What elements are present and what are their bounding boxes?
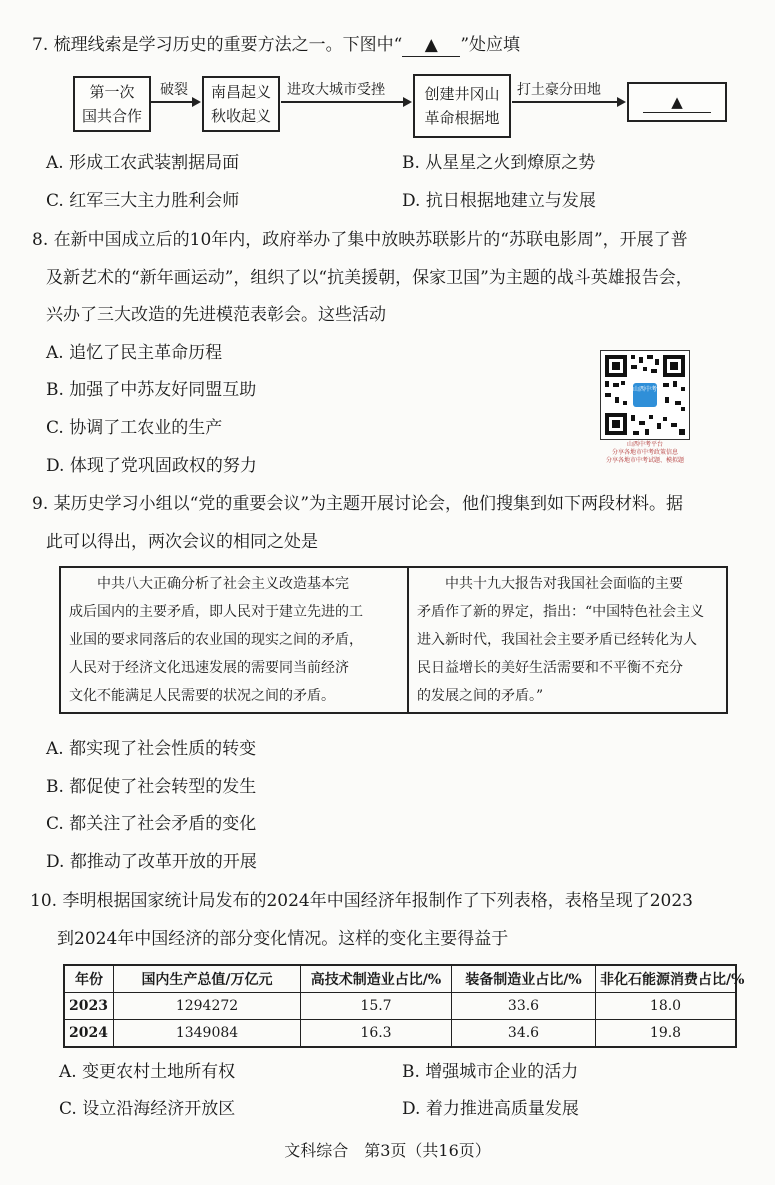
flow-arrow-1-head (192, 97, 201, 107)
q10-th-year: 年份 (64, 965, 114, 993)
q9-material-right (408, 567, 727, 713)
flow-box-1-line2: 国共合作 (81, 107, 142, 125)
q7-option-b[interactable]: B. 从星星之火到燎原之势 (402, 153, 596, 173)
q7-stem-blank: ▲ (402, 34, 460, 57)
q9-stem-line1: 9. 某历史学习小组以“党的重要会议”为主题开展讨论会，他们搜集到如下两段材料。据 (32, 494, 684, 514)
q10-stem-line2: 到2024年中国经济的部分变化情况。这样的变化主要得益于 (57, 929, 509, 949)
q9-option-b[interactable]: B. 都促使了社会转型的发生 (46, 777, 257, 797)
q8-stem-line3: 兴办了三大改造的先进模范表彰会。这些活动 (46, 305, 386, 325)
flow-arrow-1-label: 破裂 (160, 82, 188, 98)
q9-left-line4: 人民对于经济文化迅速发展的需要同当前经济 (69, 660, 349, 676)
table-row (64, 1020, 736, 1048)
flow-arrow-1 (151, 101, 194, 103)
flow-arrow-2-label: 进攻大城市受挫 (287, 82, 385, 98)
q9-option-d[interactable]: D. 都推动了改革开放的开展 (46, 852, 257, 872)
q7-stem-text-a: 7. 梳理线索是学习历史的重要方法之一。下图中“ (32, 35, 403, 55)
flow-arrow-2 (281, 101, 405, 103)
flow-box-4 (627, 82, 727, 122)
q9-stem-line2: 此可以得出，两次会议的相同之处是 (46, 532, 318, 552)
q7-stem (32, 34, 520, 57)
q7-stem-text-b: ”处应填 (460, 35, 521, 55)
q10-cell-hightech: 15.7 (301, 993, 452, 1020)
q9-left-line5: 文化不能满足人民需要的状况之间的矛盾。 (69, 688, 335, 704)
q10-cell-hightech: 16.3 (301, 1020, 452, 1048)
q8-option-c[interactable]: C. 协调了工农业的生产 (46, 418, 223, 438)
q10-stem-line1: 10. 李明根据国家统计局发布的2024年中国经济年报制作了下列表格，表格呈现了2023 (30, 891, 693, 911)
qr-caption (600, 441, 690, 465)
flow-arrow-3-head (617, 97, 626, 107)
q10-table-header-row (64, 965, 736, 993)
flow-arrow-2-head (403, 97, 412, 107)
q9-right-line1: 中共十九大报告对我国社会面临的主要 (417, 576, 683, 592)
flow-box-2 (202, 76, 280, 132)
q8-stem-line1: 8. 在新中国成立后的10年内，政府举办了集中放映苏联影片的“苏联电影周”，开展了普 (32, 230, 688, 250)
qr-badge: 山西中考 (633, 386, 658, 393)
qr-code[interactable] (600, 350, 690, 440)
q9-right-line4: 民日益增长的美好生活需要和不平衡不充分 (417, 660, 683, 676)
q10-cell-equipment: 34.6 (452, 1020, 596, 1048)
flow-box-3-line2: 革命根据地 (424, 109, 500, 127)
q8-option-a[interactable]: A. 追忆了民主革命历程 (46, 343, 223, 363)
q10-cell-year: 2023 (64, 993, 114, 1020)
q7-option-a[interactable]: A. 形成工农武装割据局面 (46, 153, 240, 173)
q9-right-line3: 进入新时代，我国社会主要矛盾已经转化为人 (417, 632, 697, 648)
table-row (64, 993, 736, 1020)
q10-th-hightech: 高技术制造业占比/% (301, 965, 452, 993)
flow-box-2-line1: 南昌起义 (210, 83, 271, 101)
q9-right-line5: 的发展之间的矛盾。” (417, 688, 544, 704)
q10-option-a[interactable]: A. 变更农村土地所有权 (59, 1062, 236, 1082)
qr-code-pattern (601, 351, 689, 439)
flow-box-3 (413, 74, 511, 138)
q8-stem-line2: 及新艺术的“新年画运动”，组织了以“抗美援朝，保家卫国”为主题的战斗英雄报告会， (46, 268, 693, 288)
q10-cell-year: 2024 (64, 1020, 114, 1048)
q9-left-line3: 业国的要求同落后的农业国的现实之间的矛盾， (69, 632, 363, 648)
flow-box-1-line1: 第一次 (89, 83, 135, 101)
q9-right-line2: 矛盾作了新的界定，指出：“中国特色社会主义 (417, 604, 705, 620)
qr-caption-line1: 山西中考平台 (626, 441, 663, 448)
q10-option-b[interactable]: B. 增强城市企业的活力 (402, 1062, 579, 1082)
q9-option-a[interactable]: A. 都实现了社会性质的转变 (46, 739, 257, 759)
q10-th-equipment: 装备制造业占比/% (452, 965, 596, 993)
q10-th-nonfossil: 非化石能源消费占比/% (596, 965, 737, 993)
qr-caption-line3: 分享各地市中考试题、模拟题 (605, 457, 684, 464)
q10-cell-nonfossil: 19.8 (596, 1020, 737, 1048)
q10-th-gdp: 国内生产总值/万亿元 (114, 965, 301, 993)
q8-option-b[interactable]: B. 加强了中苏友好同盟互助 (46, 380, 257, 400)
q10-cell-gdp: 1349084 (114, 1020, 301, 1048)
q9-left-line1: 中共八大正确分析了社会主义改造基本完 (69, 576, 349, 592)
q10-cell-nonfossil: 18.0 (596, 993, 737, 1020)
q10-option-c[interactable]: C. 设立沿海经济开放区 (59, 1099, 236, 1119)
q10-cell-gdp: 1294272 (114, 993, 301, 1020)
flow-arrow-3-label: 打土豪分田地 (517, 82, 601, 98)
q9-material-table (59, 566, 728, 714)
q9-material-left (60, 567, 408, 713)
q10-option-d[interactable]: D. 着力推进高质量发展 (402, 1099, 579, 1119)
page-footer: 文科综合 第3页（共16页） (284, 1141, 491, 1160)
flow-box-4-blank: ▲ (643, 92, 711, 113)
flow-box-2-line2: 秋收起义 (210, 107, 271, 125)
flow-box-1 (73, 76, 151, 132)
flow-arrow-3 (512, 101, 619, 103)
q10-economy-table (63, 964, 745, 1048)
q8-option-d[interactable]: D. 体现了党巩固政权的努力 (46, 456, 257, 476)
q10-cell-equipment: 33.6 (452, 993, 596, 1020)
qr-caption-line2: 分享各地市中考政策信息 (611, 449, 678, 456)
q7-option-c[interactable]: C. 红军三大主力胜利会师 (46, 191, 240, 211)
q7-option-d[interactable]: D. 抗日根据地建立与发展 (402, 191, 596, 211)
q9-option-c[interactable]: C. 都关注了社会矛盾的变化 (46, 814, 257, 834)
q9-left-line2: 成后国内的主要矛盾，即人民对于建立先进的工 (69, 604, 363, 620)
flow-box-3-line1: 创建井冈山 (424, 85, 500, 103)
